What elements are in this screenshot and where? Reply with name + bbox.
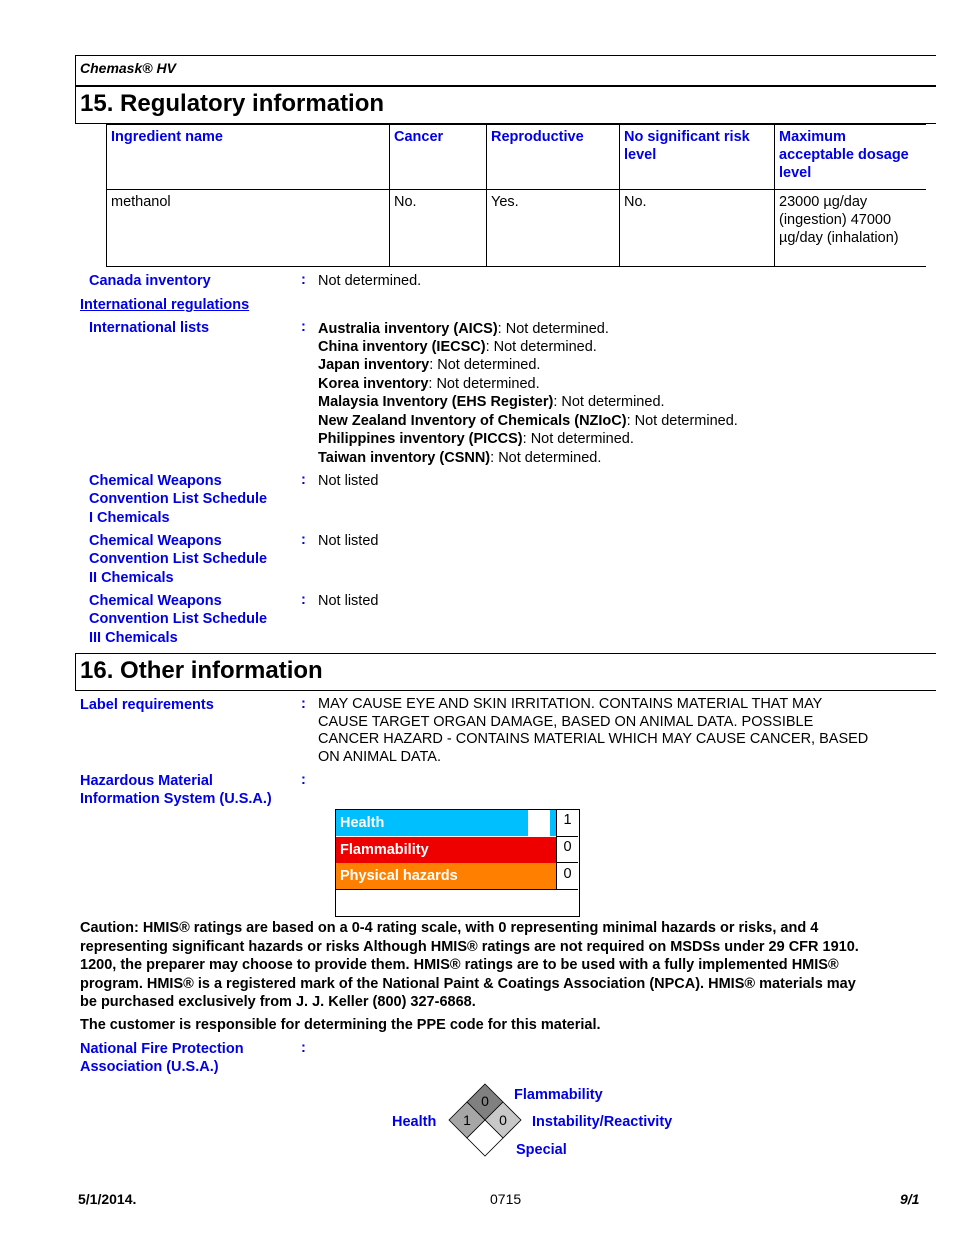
list-item: [318, 375, 540, 393]
hmis-colon: :: [301, 772, 306, 788]
hmis-physical-hazards-value: 0: [563, 866, 572, 882]
nfpa-health-value: 1: [463, 1112, 471, 1128]
text-line: be purchased exclusively from J. J. Keller (800) 327-6868.: [80, 994, 476, 1010]
inventory-name: Taiwan inventory (CSNN): [318, 450, 491, 466]
nfpa-label: [80, 1040, 244, 1077]
inventory-status: : Not determined.: [428, 376, 540, 392]
canada-inventory-value: Not determined.: [318, 273, 422, 289]
col-reproductive: Reproductive: [487, 125, 620, 190]
footer-code: 0715: [490, 1191, 522, 1207]
label-line: Hazardous Material: [80, 773, 213, 789]
inventory-status: : Not determined.: [490, 450, 602, 466]
inventory-name: China inventory (IECSC): [318, 339, 486, 355]
cwc-schedule-3-value: Not listed: [318, 593, 379, 609]
cell-cancer: No.: [390, 190, 487, 267]
cwc-schedule-1-label: [89, 472, 267, 527]
inventory-status: : Not determined.: [553, 394, 665, 410]
list-item: [318, 412, 738, 430]
hmis-caution-text: [80, 919, 859, 1012]
hmis-row-divider: [556, 836, 578, 837]
cwc-schedule-2-colon: :: [301, 532, 306, 548]
inventory-status: : Not determined.: [497, 321, 609, 337]
nfpa-flammability-value: 0: [481, 1093, 489, 1109]
col-cancer: Cancer: [390, 125, 487, 190]
nfpa-colon: :: [301, 1040, 306, 1056]
inventory-name: Malaysia Inventory (EHS Register): [318, 394, 554, 410]
text-line: representing significant hazards or risks Although HMIS® ratings are not required on MSDSs under 29 CFR 1910.: [80, 938, 859, 955]
label-line: Association (U.S.A.): [80, 1059, 219, 1076]
inventory-name: Australia inventory (AICS): [318, 321, 498, 337]
col-ingredient-name: Ingredient name: [107, 125, 390, 190]
international-lists-colon: :: [301, 319, 306, 335]
inventory-status: : Not determined.: [626, 413, 738, 429]
text-line: CANCER HAZARD - CONTAINS MATERIAL WHICH MAY CAUSE CANCER, BASED: [318, 731, 869, 748]
section-15-title: 15. Regulatory information: [80, 90, 385, 117]
label-requirements-colon: :: [301, 696, 306, 712]
hmis-physical-hazards-bar: Physical hazards: [336, 863, 556, 889]
list-item: [318, 430, 634, 448]
nfpa-flammability-label: Flammability: [514, 1087, 603, 1103]
inventory-status: : Not determined.: [429, 357, 541, 373]
label-requirements-text: [318, 696, 868, 766]
cell-ingredient: methanol: [107, 190, 390, 267]
footer-date: 5/1/2014.: [78, 1191, 137, 1207]
product-name: Chemask® HV: [80, 60, 176, 76]
list-item: [318, 338, 597, 356]
hmis-flammability-value: 0: [563, 839, 572, 855]
text-line: program. HMIS® is a registered mark of the National Paint & Coatings Association (NPCA). HMIS® materials may: [80, 975, 856, 992]
product-header-bar: [75, 55, 936, 86]
inventory-status: : Not determined.: [522, 431, 634, 447]
cell-nsrl: No.: [620, 190, 775, 267]
inventory-name: Korea inventory: [318, 376, 429, 392]
text-line: Caution: HMIS® ratings are based on a 0-4 rating scale, with 0 representing minimal hazards or risks, and 4: [80, 920, 819, 936]
table-row: [107, 190, 927, 267]
label-line: Chemical Weapons: [89, 593, 222, 609]
footer-page-number: 9/1: [900, 1191, 920, 1207]
cwc-schedule-3-colon: :: [301, 592, 306, 608]
hmis-health-gap: [528, 810, 550, 836]
hmis-bottom-divider: [336, 889, 578, 890]
label-line: III Chemicals: [89, 629, 178, 646]
label-line: Information System (U.S.A.): [80, 791, 272, 808]
text-line: MAY CAUSE EYE AND SKIN IRRITATION. CONTAINS MATERIAL THAT MAY: [318, 696, 823, 712]
cwc-schedule-1-colon: :: [301, 472, 306, 488]
col-madl: Maximum acceptable dosage level: [775, 125, 927, 190]
regulatory-table: [106, 124, 926, 267]
label-line: Convention List Schedule: [89, 611, 268, 628]
inventory-name: Japan inventory: [318, 357, 430, 373]
list-item: [318, 449, 601, 467]
inventory-name: New Zealand Inventory of Chemicals (NZIoC): [318, 413, 627, 429]
label-line: Convention List Schedule: [89, 551, 268, 568]
inventory-status: : Not determined.: [485, 339, 597, 355]
col-nsrl: No significant risk level: [620, 125, 775, 190]
cwc-schedule-2-value: Not listed: [318, 533, 379, 549]
table-header-row: [107, 125, 927, 190]
hmis-flammability-bar: Flammability: [336, 837, 556, 863]
label-line: Chemical Weapons: [89, 533, 222, 549]
label-line: Chemical Weapons: [89, 473, 222, 489]
section-16-title: 16. Other information: [80, 657, 323, 684]
label-line: National Fire Protection: [80, 1041, 244, 1057]
cwc-schedule-1-value: Not listed: [318, 473, 379, 489]
hmis-health-bar: Health: [336, 810, 528, 836]
label-line: II Chemicals: [89, 569, 174, 586]
text-line: ON ANIMAL DATA.: [318, 748, 442, 765]
cell-madl: 23000 µg/day (ingestion) 47000 µg/day (inhalation): [775, 190, 927, 267]
hmis-label: [80, 772, 272, 809]
text-line: 1200, the preparer may choose to provide them. HMIS® ratings are to be used with a fully implemented HMIS®: [80, 957, 839, 973]
cwc-schedule-2-label: [89, 532, 267, 587]
label-line: Convention List Schedule: [89, 491, 268, 508]
canada-colon: :: [301, 272, 306, 288]
list-item: [318, 393, 665, 411]
inventory-name: Philippines inventory (PICCS): [318, 431, 523, 447]
hmis-health-value: 1: [563, 812, 572, 828]
list-item: [318, 320, 609, 338]
ppe-note: The customer is responsible for determining the PPE code for this material.: [80, 1017, 601, 1033]
international-lists-label: International lists: [89, 320, 210, 336]
nfpa-special-label: Special: [516, 1142, 567, 1158]
list-item: [318, 356, 540, 374]
canada-inventory-label: Canada inventory: [89, 273, 211, 289]
text-line: CAUSE TARGET ORGAN DAMAGE, BASED ON ANIMAL DATA. POSSIBLE: [318, 713, 814, 730]
label-requirements-label: Label requirements: [80, 697, 214, 713]
international-regulations-heading: International regulations: [80, 297, 250, 313]
cwc-schedule-3-label: [89, 592, 267, 647]
nfpa-health-label: Health: [392, 1114, 437, 1130]
nfpa-instability-value: 0: [499, 1112, 507, 1128]
cell-reproductive: Yes.: [487, 190, 620, 267]
label-line: I Chemicals: [89, 509, 170, 526]
nfpa-instability-label: Instability/Reactivity: [532, 1114, 673, 1130]
hmis-row-divider: [556, 862, 578, 863]
